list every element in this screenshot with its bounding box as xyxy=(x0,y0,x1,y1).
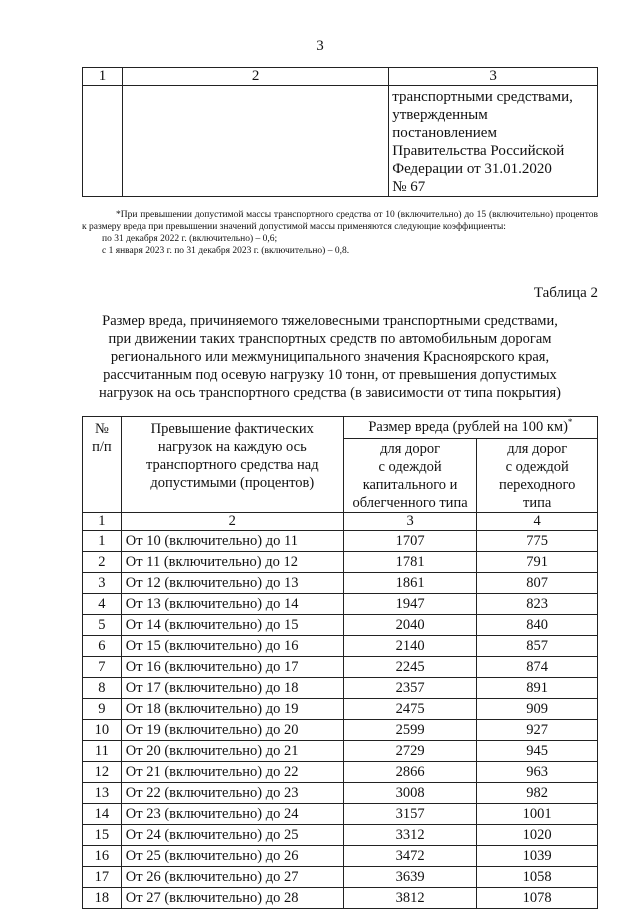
table-row xyxy=(83,657,598,678)
footnote xyxy=(82,209,598,257)
header-number xyxy=(83,417,122,513)
table-row xyxy=(83,699,598,720)
damage-transitional-roads: 857 xyxy=(477,636,598,657)
continuation-table xyxy=(82,67,598,197)
row-number: 17 xyxy=(83,867,122,888)
header-line: допустимыми (процентов) xyxy=(150,475,315,491)
table-row xyxy=(83,678,598,699)
row-number: 18 xyxy=(83,888,122,909)
damage-capital-roads: 2866 xyxy=(343,762,477,783)
load-excess-range: От 22 (включительно) до 23 xyxy=(121,783,343,804)
damage-transitional-roads: 791 xyxy=(477,552,598,573)
damage-table xyxy=(82,416,598,909)
damage-capital-roads: 2040 xyxy=(343,615,477,636)
column-number: 4 xyxy=(477,513,598,531)
damage-transitional-roads: 840 xyxy=(477,615,598,636)
load-excess-range: От 26 (включительно) до 27 xyxy=(121,867,343,888)
load-excess-range: От 25 (включительно) до 26 xyxy=(121,846,343,867)
damage-transitional-roads: 775 xyxy=(477,531,598,552)
header-damage xyxy=(343,417,597,439)
load-excess-range: От 24 (включительно) до 25 xyxy=(121,825,343,846)
damage-capital-roads: 2357 xyxy=(343,678,477,699)
header-capital-roads xyxy=(343,439,477,513)
damage-transitional-roads: 823 xyxy=(477,594,598,615)
empty-cell xyxy=(83,86,123,197)
header-line: с одеждой xyxy=(378,459,442,475)
table-row xyxy=(83,804,598,825)
column-number: 3 xyxy=(343,513,477,531)
header-line: с одеждой xyxy=(505,459,569,475)
row-number: 7 xyxy=(83,657,122,678)
footnote-coefficient: по 31 декабря 2022 г. (включительно) – 0,6; xyxy=(102,234,278,244)
damage-capital-roads: 2245 xyxy=(343,657,477,678)
load-excess-range: От 19 (включительно) до 20 xyxy=(121,720,343,741)
header-line: типа xyxy=(523,495,552,511)
load-excess-range: От 20 (включительно) до 21 xyxy=(121,741,343,762)
row-number: 5 xyxy=(83,615,122,636)
table-row xyxy=(83,531,598,552)
damage-transitional-roads: 1001 xyxy=(477,804,598,825)
table-row xyxy=(83,867,598,888)
reference-line: транспортными средствами, xyxy=(392,89,573,105)
page-number: 3 xyxy=(316,38,324,54)
row-number: 15 xyxy=(83,825,122,846)
damage-transitional-roads: 891 xyxy=(477,678,598,699)
damage-transitional-roads: 874 xyxy=(477,657,598,678)
row-number: 3 xyxy=(83,573,122,594)
table-row xyxy=(83,594,598,615)
damage-capital-roads: 3157 xyxy=(343,804,477,825)
load-excess-range: От 27 (включительно) до 28 xyxy=(121,888,343,909)
damage-transitional-roads: 1078 xyxy=(477,888,598,909)
row-number: 1 xyxy=(83,531,122,552)
footnote-coefficient: с 1 января 2023 г. по 31 декабря 2023 г. (включительно) – 0,8. xyxy=(102,246,350,256)
header-row xyxy=(83,417,598,439)
table-row xyxy=(83,720,598,741)
empty-cell xyxy=(122,86,388,197)
table-label: Таблица 2 xyxy=(533,285,598,301)
column-numbers-row xyxy=(83,513,598,531)
header-line: для дорог xyxy=(507,441,568,457)
damage-capital-roads: 1781 xyxy=(343,552,477,573)
row-number: 2 xyxy=(83,552,122,573)
damage-transitional-roads: 945 xyxy=(477,741,598,762)
load-excess-range: От 21 (включительно) до 22 xyxy=(121,762,343,783)
damage-transitional-roads: 807 xyxy=(477,573,598,594)
footnote-text: *При превышении допустимой массы транспортного средства от 10 (включительно) до 15 (включительно) процентов к размеру вреда при превышении значений допустимой массы применяются следующие коэффициенты: xyxy=(82,210,598,232)
continuation-body-row xyxy=(83,86,598,197)
row-number: 14 xyxy=(83,804,122,825)
column-number-3: 3 xyxy=(389,68,598,86)
damage-capital-roads: 3008 xyxy=(343,783,477,804)
row-number: 4 xyxy=(83,594,122,615)
reference-line: № 67 xyxy=(392,179,426,195)
load-excess-range: От 14 (включительно) до 15 xyxy=(121,615,343,636)
row-number: 10 xyxy=(83,720,122,741)
row-number: 9 xyxy=(83,699,122,720)
reference-line: Федерации от 31.01.2020 xyxy=(392,161,552,177)
damage-capital-roads: 3312 xyxy=(343,825,477,846)
header-line: капитального и xyxy=(362,477,458,493)
table-row xyxy=(83,888,598,909)
damage-transitional-roads: 1058 xyxy=(477,867,598,888)
column-number: 2 xyxy=(121,513,343,531)
footnote-mark: * xyxy=(567,417,573,428)
reference-line: утвержденным xyxy=(392,107,488,123)
regulation-reference-cell xyxy=(389,86,598,197)
load-excess-range: От 11 (включительно) до 12 xyxy=(121,552,343,573)
caption-line: регионального или межмуниципального значения Красноярского края, xyxy=(110,349,550,365)
load-excess-range: От 18 (включительно) до 19 xyxy=(121,699,343,720)
damage-transitional-roads: 1020 xyxy=(477,825,598,846)
table-row xyxy=(83,783,598,804)
row-number: 12 xyxy=(83,762,122,783)
damage-transitional-roads: 982 xyxy=(477,783,598,804)
caption-line: нагрузок на ось транспортного средства (в зависимости от типа покрытия) xyxy=(99,385,561,401)
load-excess-range: От 15 (включительно) до 16 xyxy=(121,636,343,657)
damage-capital-roads: 2475 xyxy=(343,699,477,720)
caption-line: при движении таких транспортных средств по автомобильным дорогам xyxy=(108,331,552,347)
header-line: № xyxy=(94,421,109,437)
continuation-header-row xyxy=(83,68,598,86)
header-line: переходного xyxy=(498,477,576,493)
table-row xyxy=(83,825,598,846)
load-excess-range: От 10 (включительно) до 11 xyxy=(121,531,343,552)
column-number: 1 xyxy=(83,513,122,531)
damage-transitional-roads: 909 xyxy=(477,699,598,720)
load-excess-range: От 17 (включительно) до 18 xyxy=(121,678,343,699)
damage-transitional-roads: 963 xyxy=(477,762,598,783)
damage-capital-roads: 1861 xyxy=(343,573,477,594)
row-number: 11 xyxy=(83,741,122,762)
row-number: 13 xyxy=(83,783,122,804)
damage-transitional-roads: 1039 xyxy=(477,846,598,867)
table-row xyxy=(83,762,598,783)
damage-capital-roads: 2599 xyxy=(343,720,477,741)
damage-capital-roads: 2140 xyxy=(343,636,477,657)
row-number: 6 xyxy=(83,636,122,657)
damage-capital-roads: 3812 xyxy=(343,888,477,909)
reference-line: постановлением xyxy=(392,125,497,141)
load-excess-range: От 12 (включительно) до 13 xyxy=(121,573,343,594)
table-row xyxy=(83,636,598,657)
damage-capital-roads: 3639 xyxy=(343,867,477,888)
header-damage-text: Размер вреда (рублей на 100 км) xyxy=(368,419,568,435)
caption-line: рассчитанным под осевую нагрузку 10 тонн, от превышения допустимых xyxy=(103,367,557,383)
damage-transitional-roads: 927 xyxy=(477,720,598,741)
load-excess-range: От 13 (включительно) до 14 xyxy=(121,594,343,615)
damage-capital-roads: 3472 xyxy=(343,846,477,867)
load-excess-range: От 23 (включительно) до 24 xyxy=(121,804,343,825)
column-number-2: 2 xyxy=(122,68,388,86)
header-line: нагрузок на каждую ось xyxy=(157,439,307,455)
table-row xyxy=(83,552,598,573)
load-excess-range: От 16 (включительно) до 17 xyxy=(121,657,343,678)
header-line: для дорог xyxy=(380,441,441,457)
table-caption xyxy=(70,312,590,402)
column-number-1: 1 xyxy=(83,68,123,86)
damage-capital-roads: 1947 xyxy=(343,594,477,615)
damage-capital-roads: 2729 xyxy=(343,741,477,762)
header-line: транспортного средства над xyxy=(145,457,319,473)
header-excess xyxy=(121,417,343,513)
header-line: Превышение фактических xyxy=(150,421,314,437)
row-number: 8 xyxy=(83,678,122,699)
caption-line: Размер вреда, причиняемого тяжеловесными транспортными средствами, xyxy=(102,313,558,329)
table-row xyxy=(83,741,598,762)
header-line: облегченного типа xyxy=(352,495,468,511)
table-body xyxy=(83,531,598,909)
header-line: п/п xyxy=(92,439,112,455)
reference-line: Правительства Российской xyxy=(392,143,565,159)
row-number: 16 xyxy=(83,846,122,867)
damage-capital-roads: 1707 xyxy=(343,531,477,552)
table-row xyxy=(83,846,598,867)
header-transitional-roads xyxy=(477,439,598,513)
table-row xyxy=(83,573,598,594)
table-row xyxy=(83,615,598,636)
